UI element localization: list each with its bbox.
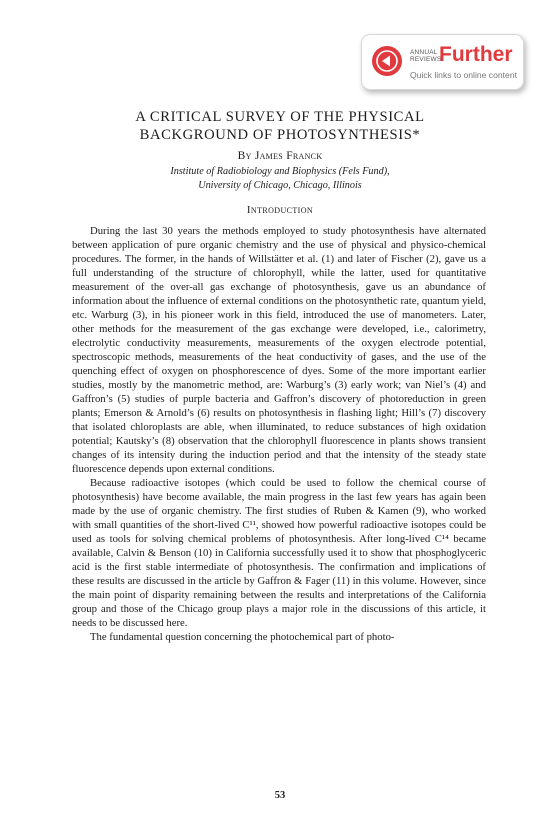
badge-annual: ANNUAL [410, 49, 438, 56]
paragraph-2: Because radioactive isotopes (which could be used to follow the chemical course of photosynthesis) have become available, the main progress in the last few years has again been made by the use of organic chemistry. The first studies of Ruben & Kamen (9), who worked with small quantities of the short-lived C¹¹, showed how powerful radioactive isotopes could be used as tools for solving chemical problems of photosynthesis. After long-lived C¹⁴ became available, Calvin & Benson (10) in California successfully used it to show that phosphoglyceric acid is the first stable intermediate of photosynthesis. The confirmation and implications of these results are discussed in the article by Gaffron & Fager (11) in this volume. However, since the main point of disparity remaining between the results and interpretations of the California group and those of the Chicago group plays a major role in the discussions of this article, it needs to be discussed here. [72, 477, 486, 629]
section-heading: Introduction [246, 204, 314, 216]
paragraph-3: The fundamental question concerning the photochemical part of photo- [90, 631, 395, 643]
badge-subtitle: Quick links to online content [410, 70, 518, 80]
article-body [72, 224, 486, 644]
article-title-line-2: BACKGROUND OF PHOTOSYNTHESIS* [139, 127, 421, 143]
affiliation-line-2: University of Chicago, Chicago, Illinois [198, 180, 362, 191]
author-line: By James Franck [237, 150, 323, 162]
further-reading-badge[interactable] [361, 34, 524, 90]
paragraph-1: During the last 30 years the methods employed to study photosynthesis have alternated between application of pure organic chemistry and the use of physical and physico-chemical procedures. The former, in the hands of Willstätter et al. (1) and later of Fischer (2), gave us a full understanding of the structure of chlorophyll, while the latter, used for quantitative measurement of the over-all gas exchange of photosynthesis, gave us an abundance of information about the influence of external conditions on the photosynthetic rate, quantum yield, etc. Warburg (3), in his pioneer work in this field, introduced the use of manometers. Later, other methods for the measurement of the gas exchange were developed, i.e., calorimetry, electrolytic conductivity measurements, measurements of the oxygen electrode potential, spectroscopic methods, measurements of the heat conductivity of gases, and the use of the quenching effect of oxygen on phosphorescence of dyes. Some of the more important earlier studies, mostly by the manometric method, are: Warburg’s (3) early work; van Niel’s (4) and Gaffron’s (5) studies of purple bacteria and Gaffron’s discovery of photoreduction in green plants; Emerson & Arnold’s (6) results on photosynthesis in flashing light; Hill’s (7) discovery that isolated chloroplasts are able, when illuminated, to reduce substances of high oxidation potential; Kautsky’s (8) observation that the chlorophyll fluorescence in plants shows transient changes of its intensity during the induction period and that the intensity of the steady state fluorescence depends upon external conditions. [72, 225, 486, 475]
article-title-line-1: A CRITICAL SURVEY OF THE PHYSICAL [135, 109, 425, 125]
badge-reviews: REVIEWS [410, 56, 442, 63]
badge-further-label: Further [439, 43, 513, 66]
left-arrow-icon [372, 46, 402, 76]
page-number: 53 [274, 790, 286, 801]
affiliation-line-1: Institute of Radiobiology and Biophysics (Fels Fund), [170, 166, 390, 177]
